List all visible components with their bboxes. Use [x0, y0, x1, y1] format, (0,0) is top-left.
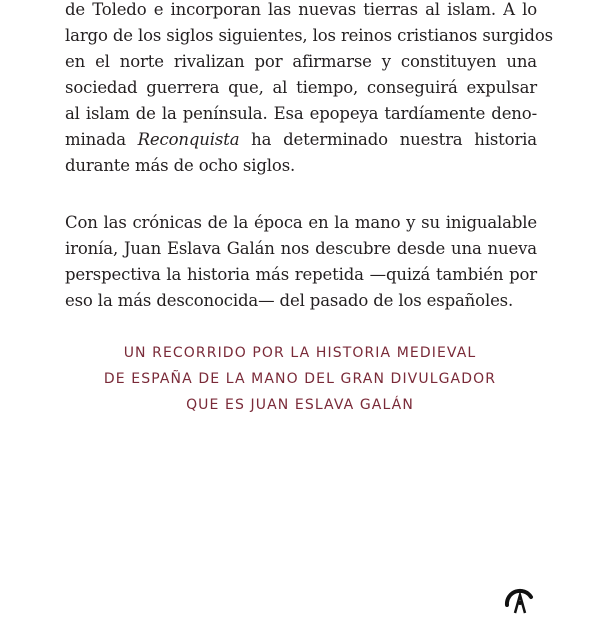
text-line: en el norte rivalizan por afirmarse y constituyen una [65, 52, 537, 71]
tagline-line: DE ESPAÑA DE LA MANO DEL GRAN DIVULGADOR [103, 371, 497, 387]
text-line [65, 127, 537, 153]
text-line: perspectiva la historia más repetida —quizá también por [65, 265, 537, 284]
text-segment: minada [65, 130, 138, 149]
synopsis-paragraph-2 [65, 210, 537, 314]
synopsis-paragraph-1 [65, 0, 553, 179]
publisher-logo-icon [503, 583, 537, 617]
text-line: eso la más desconocida— del pasado de los españoles. [65, 291, 514, 310]
text-line: Con las crónicas de la época en la mano y su inigualable [65, 213, 537, 232]
text-line: ironía, Juan Eslava Galán nos descubre desde una nueva [65, 239, 537, 258]
text-line: sociedad guerrera que, al tiempo, conseguirá expulsar [65, 78, 537, 97]
text-line: durante más de ocho siglos. [65, 156, 296, 175]
text-line: al islam de la península. Esa epopeya tardíamente deno- [65, 104, 537, 123]
text-line: largo de los siglos siguientes, los reinos cristianos surgidos [65, 26, 553, 45]
text-segment: ha determinado nuestra historia [239, 130, 537, 149]
tagline-line: UN RECORRIDO POR LA HISTORIA MEDIEVAL [123, 345, 477, 361]
tagline-line: QUE ES JUAN ESLAVA GALÁN [186, 397, 414, 413]
text-line: de Toledo e incorporan las nuevas tierras al islam. A lo [65, 0, 537, 19]
tagline [0, 340, 600, 418]
reconquista-italic: Reconquista [137, 130, 240, 149]
